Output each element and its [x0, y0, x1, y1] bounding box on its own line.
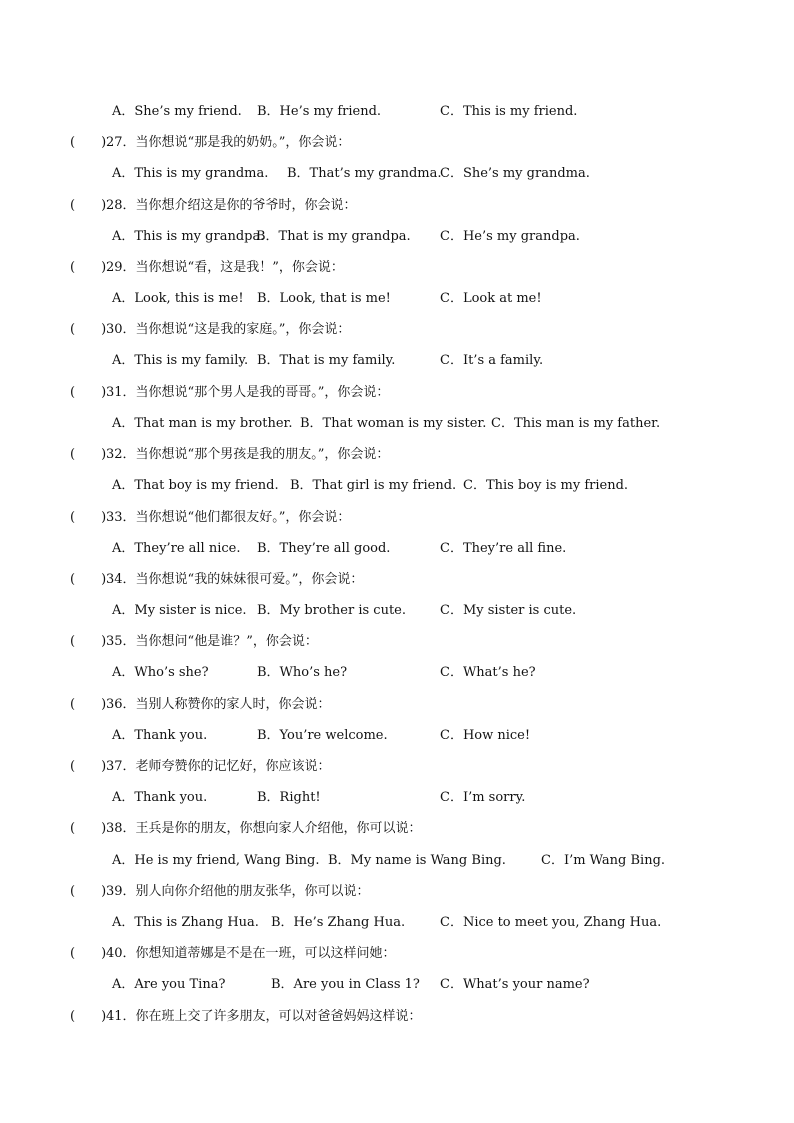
options-row-32: [0, 475, 794, 497]
options-row-30: [0, 350, 794, 372]
question-38: [0, 818, 794, 840]
question-stem: 39．别人向你介绍他的朋友张华，你可以说：: [106, 884, 370, 899]
option-b: B．He’s my friend.: [257, 104, 382, 119]
question-stem: 38．王兵是你的朋友，你想向家人介绍他，你可以说：: [106, 821, 422, 836]
option-b: B．That is my family.: [257, 353, 396, 368]
options-row-27: [0, 163, 794, 185]
options-row-31: [0, 413, 794, 435]
option-c: C．My sister is cute.: [440, 603, 577, 618]
answer-blank: ( ): [70, 821, 107, 836]
question-stem: 36．当别人称赞你的家人时，你会说：: [106, 697, 331, 712]
option-a: A．Are you Tina?: [112, 977, 226, 992]
question-stem: 34．当你想说“我的妹妹很可爱。”，你会说：: [106, 572, 364, 587]
answer-blank: ( ): [70, 510, 107, 525]
question-36: [0, 694, 794, 716]
question-stem: 41．你在班上交了许多朋友，可以对爸爸妈妈这样说：: [106, 1009, 422, 1024]
option-a: A．My sister is nice.: [112, 603, 247, 618]
question-stem: 29．当你想说“看，这是我！”，你会说：: [106, 260, 344, 275]
question-stem: 31．当你想说“那个男人是我的哥哥。”，你会说：: [106, 385, 390, 400]
options-row-34: [0, 600, 794, 622]
option-a: A．Thank you.: [112, 728, 208, 743]
option-a: A．They’re all nice.: [112, 541, 241, 556]
option-b: B．Who’s he?: [257, 665, 348, 680]
answer-blank: ( ): [70, 697, 107, 712]
option-a: A．That boy is my friend.: [112, 478, 279, 493]
option-c: C．What’s he?: [440, 665, 536, 680]
option-b: B．You’re welcome.: [257, 728, 388, 743]
options-row-40: [0, 974, 794, 996]
option-c: C．Nice to meet you, Zhang Hua.: [440, 915, 662, 930]
option-b: B．They’re all good.: [257, 541, 391, 556]
option-b: B．Right!: [257, 790, 321, 805]
option-b: B．That woman is my sister.: [300, 416, 487, 431]
option-b: B．My brother is cute.: [257, 603, 407, 618]
question-stem: 27．当你想说“那是我的奶奶。”，你会说：: [106, 135, 351, 150]
options-row-33: [0, 538, 794, 560]
option-b: B．That is my grandpa.: [256, 229, 411, 244]
question-29: [0, 257, 794, 279]
option-a: A．This is my grandma.: [112, 166, 269, 181]
option-b: B．That girl is my friend.: [290, 478, 457, 493]
option-a: A．This is Zhang Hua.: [112, 915, 259, 930]
question-40: [0, 943, 794, 965]
options-row-28: [0, 226, 794, 248]
option-b: B．He’s Zhang Hua.: [271, 915, 406, 930]
question-stem: 37．老师夸赞你的记忆好，你应该说：: [106, 759, 331, 774]
question-stem: 40．你想知道蒂娜是不是在一班，可以这样问她：: [106, 946, 396, 961]
option-a: A．Who’s she?: [112, 665, 209, 680]
question-stem: 35．当你想问“他是谁？”，你会说：: [106, 634, 318, 649]
question-31: [0, 382, 794, 404]
option-a: A．This is my grandpa.: [112, 229, 265, 244]
question-stem: 30．当你想说“这是我的家庭。”，你会说：: [106, 322, 351, 337]
option-b: B．Are you in Class 1?: [271, 977, 420, 992]
options-row-29: [0, 288, 794, 310]
option-c: C．This is my friend.: [440, 104, 578, 119]
question-33: [0, 507, 794, 529]
answer-blank: ( ): [70, 198, 107, 213]
answer-blank: ( ): [70, 1009, 107, 1024]
option-c: C．She’s my grandma.: [440, 166, 590, 181]
option-a: A．She’s my friend.: [112, 104, 242, 119]
options-row-35: [0, 662, 794, 684]
option-c: C．How nice!: [440, 728, 531, 743]
options-row-38: [0, 850, 794, 872]
option-c: C．What’s your name?: [440, 977, 590, 992]
question-stem: 32．当你想说“那个男孩是我的朋友。”，你会说：: [106, 447, 390, 462]
answer-blank: ( ): [70, 759, 107, 774]
answer-blank: ( ): [70, 572, 107, 587]
answer-blank: ( ): [70, 634, 107, 649]
answer-blank: ( ): [70, 322, 107, 337]
question-stem: 33．当你想说“他们都很友好。”，你会说：: [106, 510, 351, 525]
answer-blank: ( ): [70, 946, 107, 961]
answer-blank: ( ): [70, 385, 107, 400]
option-c: C．I’m sorry.: [440, 790, 526, 805]
option-c: C．This boy is my friend.: [463, 478, 629, 493]
option-a: A．He is my friend, Wang Bing.: [112, 853, 320, 868]
answer-blank: ( ): [70, 135, 107, 150]
options-row-39: [0, 912, 794, 934]
answer-blank: ( ): [70, 447, 107, 462]
question-34: [0, 569, 794, 591]
option-c: C．They’re all fine.: [440, 541, 567, 556]
option-a: A．Look, this is me!: [112, 291, 244, 306]
question-stem: 28．当你想介绍这是你的爷爷时，你会说：: [106, 198, 357, 213]
option-b: B．My name is Wang Bing.: [328, 853, 506, 868]
option-a: A．Thank you.: [112, 790, 208, 805]
option-a: A．That man is my brother.: [112, 416, 293, 431]
option-c: C．Look at me!: [440, 291, 542, 306]
option-c: C．I’m Wang Bing.: [541, 853, 666, 868]
options-row-26: [0, 101, 794, 123]
option-b: B．Look, that is me!: [257, 291, 391, 306]
answer-blank: ( ): [70, 884, 107, 899]
answer-blank: ( ): [70, 260, 107, 275]
option-a: A．This is my family.: [112, 353, 249, 368]
question-28: [0, 195, 794, 217]
option-b: B．That’s my grandma.: [287, 166, 442, 181]
options-row-37: [0, 787, 794, 809]
question-27: [0, 132, 794, 154]
question-32: [0, 444, 794, 466]
question-39: [0, 881, 794, 903]
question-41: [0, 1006, 794, 1028]
question-35: [0, 631, 794, 653]
option-c: C．He’s my grandpa.: [440, 229, 580, 244]
question-37: [0, 756, 794, 778]
question-30: [0, 319, 794, 341]
option-c: C．This man is my father.: [491, 416, 661, 431]
option-c: C．It’s a family.: [440, 353, 544, 368]
options-row-36: [0, 725, 794, 747]
